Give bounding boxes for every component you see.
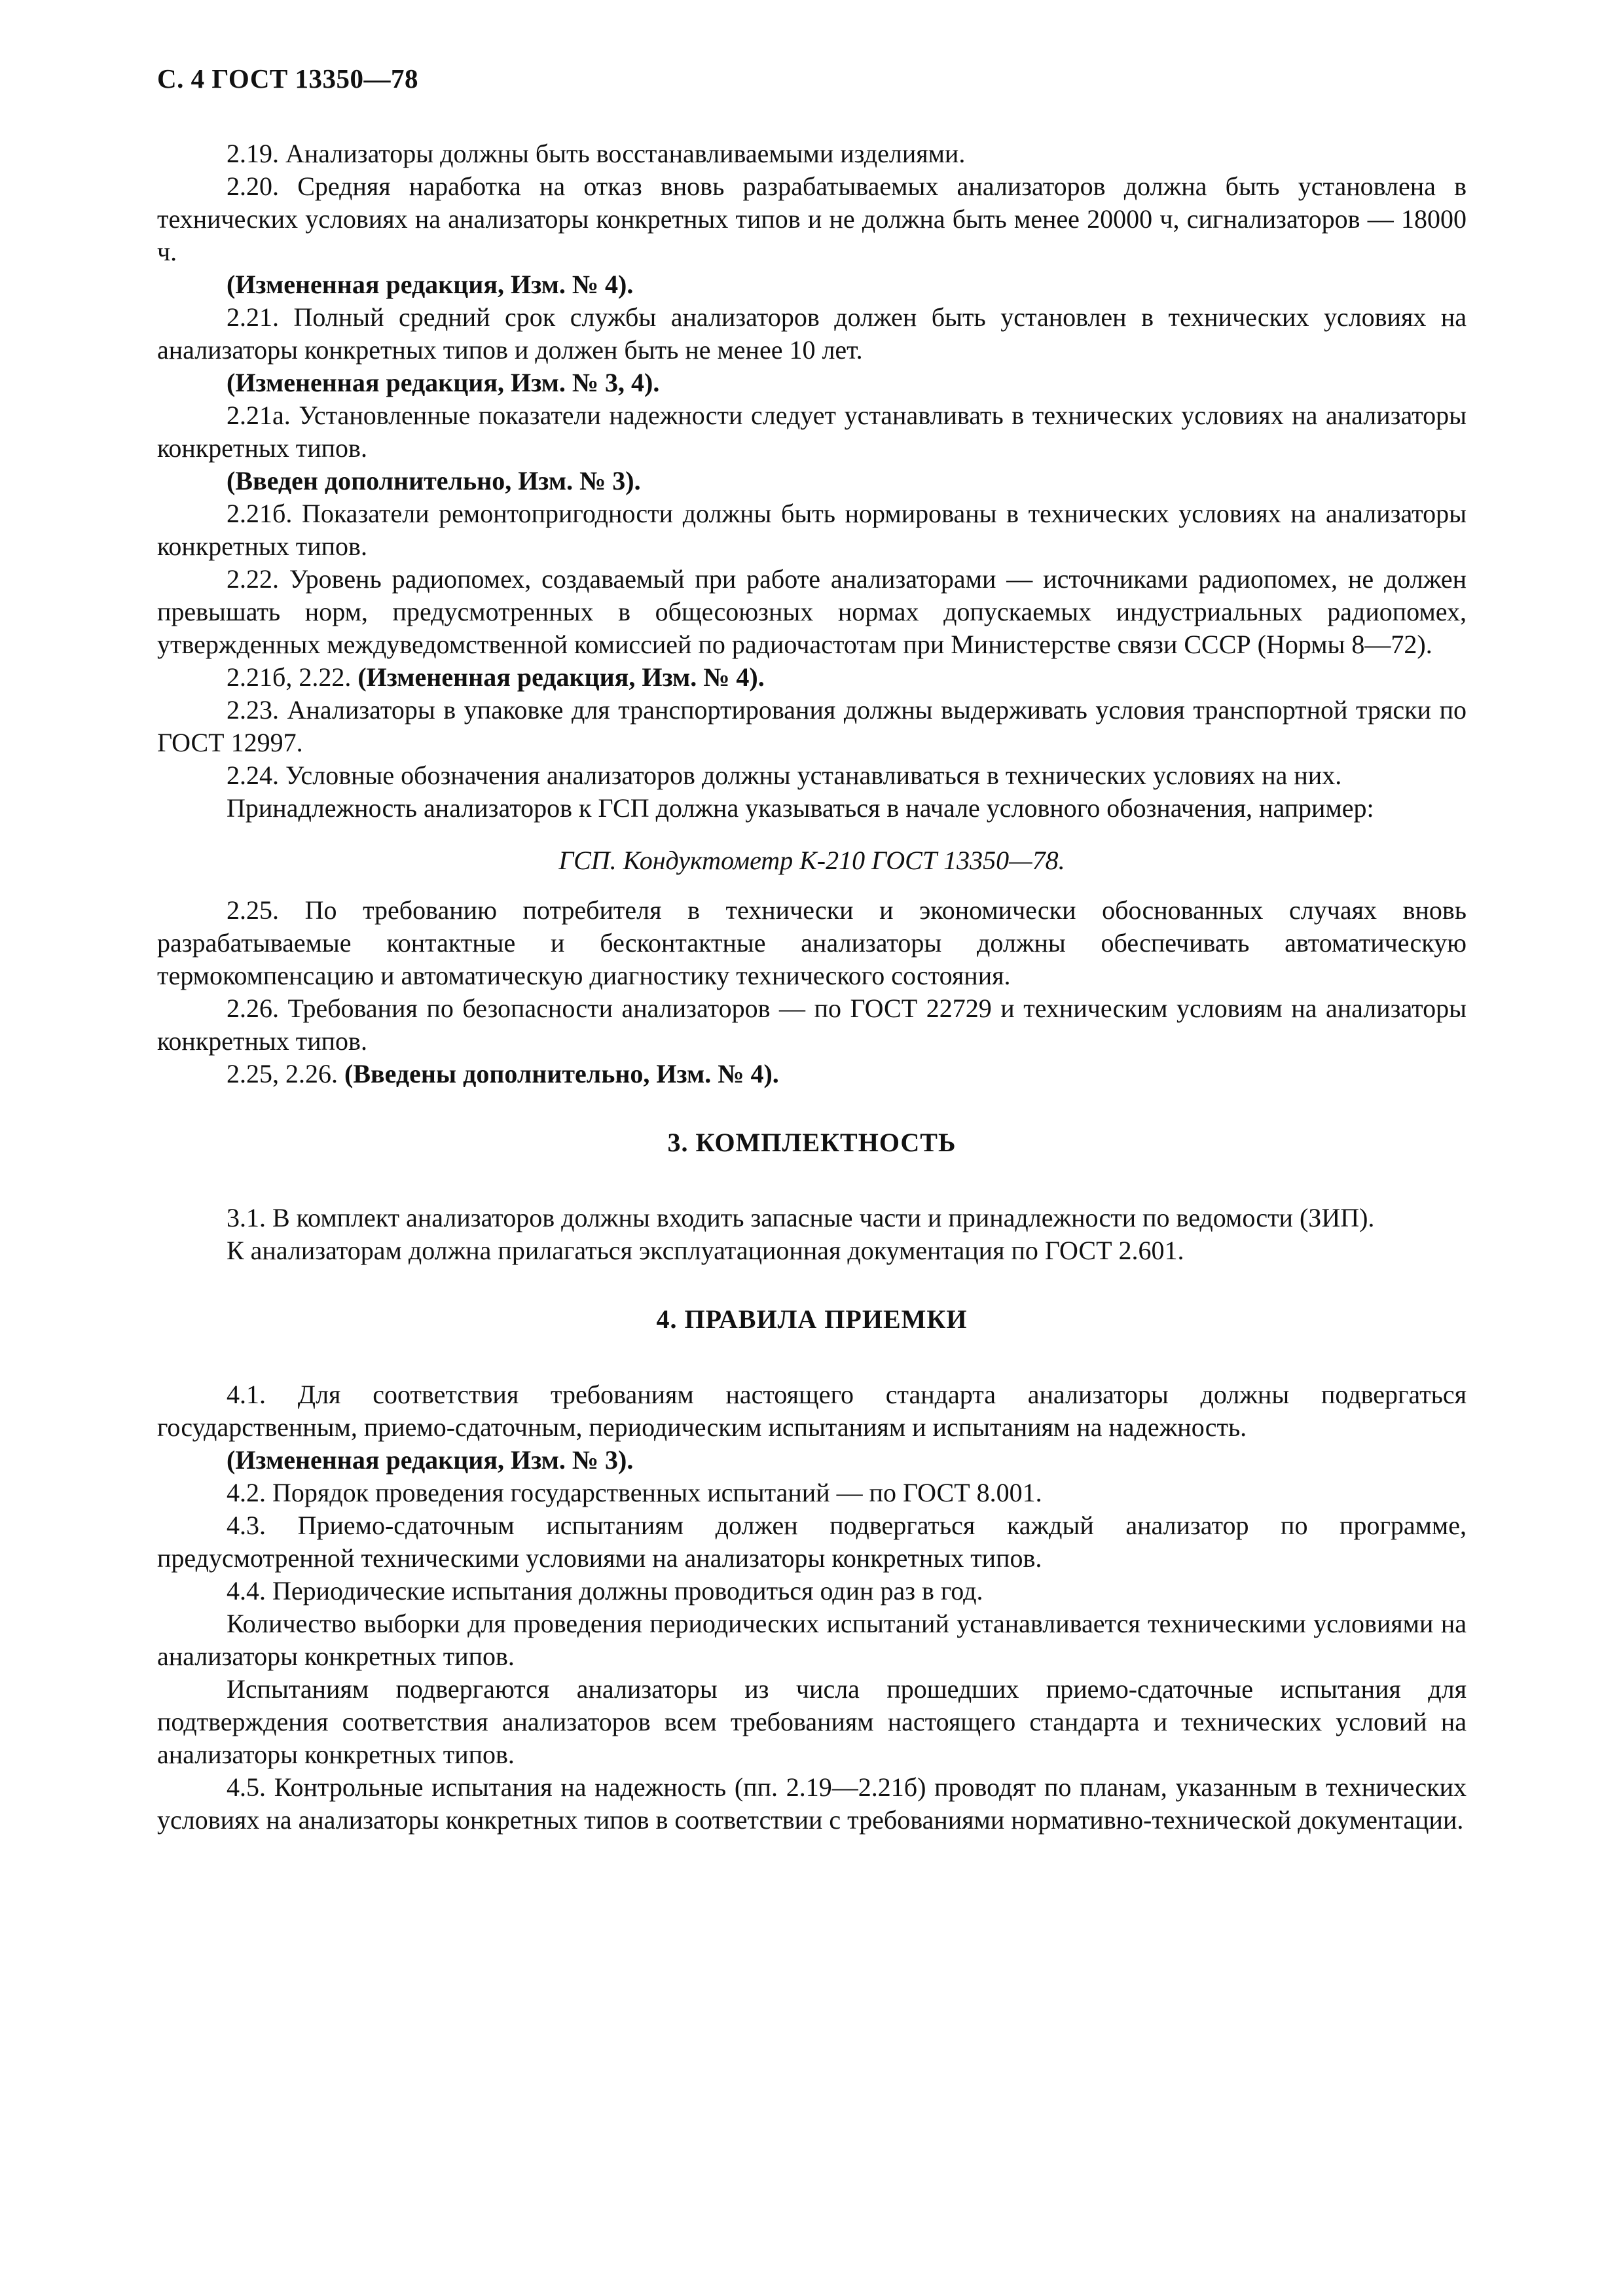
amendment-text-2-25: (Введены дополнительно, Изм. № 4).: [344, 1059, 779, 1088]
paragraph-3-1: 3.1. В комплект анализаторов должны входить запасные части и принадлежности по ведомости (ЗИП).: [227, 1203, 1375, 1232]
amendment-note-4-1: (Измененная редакция, Изм. № 3).: [227, 1445, 634, 1475]
paragraph-2-25: 2.25. По требованию потребителя в технически и экономически обоснованных случаях вновь разрабатываемые контактные и бесконтактные анализаторы должны обеспечивать автоматическую термокомпенсацию и автоматическую диагностику технического состояния.: [157, 895, 1467, 990]
amendment-note-2-21a: (Введен дополнительно, Изм. № 3).: [227, 466, 641, 495]
amendment-note-2-25: [157, 1058, 1467, 1090]
paragraph-3-1-continued: К анализаторам должна прилагаться эксплуатационная документация по ГОСТ 2.601.: [227, 1236, 1184, 1265]
section-4-title: 4. ПРАВИЛА ПРИЕМКИ: [656, 1304, 968, 1334]
paragraph-2-24: 2.24. Условные обозначения анализаторов должны устанавливаться в технических условиях на них.: [227, 761, 1342, 790]
designation-example: ГСП. Кондуктометр К-210 ГОСТ 13350—78.: [558, 846, 1065, 875]
amendment-note-2-22: [157, 661, 1467, 694]
paragraph-2-19: 2.19. Анализаторы должны быть восстанавливаемыми изделиями.: [227, 139, 966, 168]
amendment-text-2-22: (Измененная редакция, Изм. № 4).: [357, 662, 765, 692]
paragraph-2-20: 2.20. Средняя наработка на отказ вновь разрабатываемых анализаторов должна быть установлена в технических условиях на анализаторы конкретных типов и не должна быть менее 20000 ч, сигнализаторов — 18000 ч.: [157, 171, 1467, 266]
paragraph-4-4-continued-1: Количество выборки для проведения периодических испытаний устанавливается техническими условиями на анализаторы конкретных типов.: [157, 1609, 1467, 1671]
paragraph-4-2: 4.2. Порядок проведения государственных испытаний — по ГОСТ 8.001.: [227, 1478, 1042, 1507]
paragraph-4-4: 4.4. Периодические испытания должны проводиться один раз в год.: [227, 1576, 983, 1605]
paragraph-4-4-continued-2: Испытаниям подвергаются анализаторы из числа прошедших приемо-сдаточные испытания для подтверждения соответствия анализаторов всем требованиям настоящего стандарта и технических условий на анализаторы конкретных типов.: [157, 1674, 1467, 1769]
section-3-title: 3. КОМПЛЕКТНОСТЬ: [667, 1128, 957, 1157]
page-header: С. 4 ГОСТ 13350—78: [157, 63, 419, 94]
paragraph-4-3: 4.3. Приемо-сдаточным испытаниям должен подвергаться каждый анализатор по программе, предусмотренной техническими условиями на анализаторы конкретных типов.: [157, 1511, 1467, 1573]
paragraph-2-24-continued: Принадлежность анализаторов к ГСП должна указываться в начале условного обозначения, например:: [227, 793, 1374, 823]
paragraph-4-1: 4.1. Для соответствия требованиям настоящего стандарта анализаторы должны подвергаться государственным, приемо-сдаточным, периодическим испытаниям и испытаниям на надежность.: [157, 1380, 1467, 1442]
amendment-note-2-20: (Измененная редакция, Изм. № 4).: [227, 270, 634, 299]
document-page: [157, 59, 1467, 1837]
paragraph-2-23: 2.23. Анализаторы в упаковке для транспортирования должны выдерживать условия транспортной тряски по ГОСТ 12997.: [157, 695, 1467, 757]
amendment-ref-2-22: 2.21б, 2.22.: [227, 662, 352, 692]
amendment-note-2-21: (Измененная редакция, Изм. № 3, 4).: [227, 368, 660, 397]
amendment-ref-2-25: 2.25, 2.26.: [227, 1059, 338, 1088]
paragraph-2-26: 2.26. Требования по безопасности анализаторов — по ГОСТ 22729 и техническим условиям на анализаторы конкретных типов.: [157, 994, 1467, 1056]
paragraph-2-21b: 2.21б. Показатели ремонтопригодности должны быть нормированы в технических условиях на анализаторы конкретных типов.: [157, 499, 1467, 561]
paragraph-2-21a: 2.21а. Установленные показатели надежности следует устанавливать в технических условиях на анализаторы конкретных типов.: [157, 401, 1467, 463]
paragraph-2-21: 2.21. Полный средний срок службы анализаторов должен быть установлен в технических условиях на анализаторы конкретных типов и должен быть не менее 10 лет.: [157, 302, 1467, 365]
paragraph-2-22: 2.22. Уровень радиопомех, создаваемый при работе анализаторами — источниками радиопомех, не должен превышать норм, предусмотренных в общесоюзных нормах допускаемых индустриальных радиопомех, утвержденных междуведомственной комиссией по радиочастотам при Министерстве связи СССР (Нормы 8—72).: [157, 564, 1467, 659]
paragraph-4-5: 4.5. Контрольные испытания на надежность (пп. 2.19—2.21б) проводят по планам, указанным в технических условиях на анализаторы конкретных типов в соответствии с требованиями нормативно-технической документации.: [157, 1772, 1467, 1835]
